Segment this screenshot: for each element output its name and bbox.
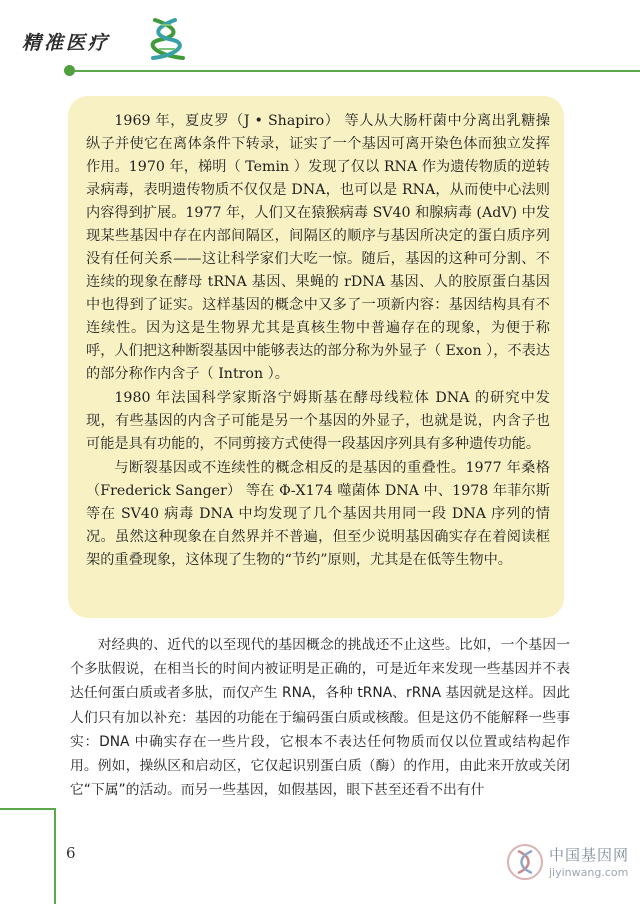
header-rule xyxy=(70,70,640,72)
highlight-box xyxy=(68,96,564,618)
page-number: 6 xyxy=(66,844,76,862)
footer-rule-horizontal xyxy=(0,808,56,810)
footer-rule-vertical xyxy=(54,808,56,904)
site-watermark xyxy=(505,840,635,890)
box-paragraph-2: 1980 年法国科学家斯洛宁姆斯基在酵母线粒体 DNA 的研究中发现，有些基因的内含子可能是另一个基因的外显子，也就是说，内含子也可能是具有功能的，不同剪接方式使得一段基因序列具有多种遗传功能。 xyxy=(86,390,550,452)
main-body-text xyxy=(70,633,570,802)
body-paragraph: 对经典的、近代的以至现代的基因概念的挑战还不止这些。比如，一个基因一个多肽假说，在相当长的时间内被证明是正确的，可是近年来发现一些基因并不表达任何蛋白质或者多肽，而仅产生 RNA，各种 tRNA、rRNA 基因就是这样。因此人们只有加以补充：基因的功能在于编码蛋白质或核酸。但是这仍不能解释一些事实：DNA 中确实存在一些片段，它根本不表达任何物质而仅以位置或结构起作用。例如，操纵区和启动区，它仅起识别蛋白质（酶）的作用，由此来开放或关闭它“下属”的活动。而另一些基因，如假基因，眼下甚至还看不出有什 xyxy=(70,637,570,799)
dna-helix-icon xyxy=(145,16,191,62)
dna-logo-icon xyxy=(505,842,545,882)
running-header-title: 精准医疗 xyxy=(22,32,111,54)
box-paragraph-1: 1969 年，夏皮罗（J • Shapiro） 等人从大肠杆菌中分离出乳糖操纵子并使它在离体条件下转录，证实了一个基因可离开染色体而独立发挥作用。1970 年，梯明（ Temin ）发现了仅以 RNA 作为遗传物质的逆转录病毒，表明遗传物质不仅仅是 DNA，也可以是 RNA，从而使中心法则内容得到扩展。1977 年，人们又在猿猴病毒 SV40 和腺病毒 (AdV) 中发现某些基因中存在内部间隔区，间隔区的顺序与基因所决定的蛋白质序列没有任何关系——这让科学家们大吃一惊。随后，基因的这种可分割、不连续的现象在酵母 tRNA 基因、果蝇的 rDNA 基因、人的胶原蛋白基因中也得到了证实。这样基因的概念中又多了一项新内容：基因结构具有不连续性。因为这是生物界尤其是真核生物中普遍存在的现象，为便于称呼，人们把这种断裂基因中能够表达的部分称为外显子（ Exon ），不表达的部分称作内含子（ Intron ）。 xyxy=(86,113,550,382)
watermark-site-url: jiyinwang.com xyxy=(549,866,629,879)
watermark-site-name: 中国基因网 xyxy=(549,846,630,864)
header-rule-dot xyxy=(64,65,75,76)
box-paragraph-3: 与断裂基因或不连续性的概念相反的是基因的重叠性。1977 年桑格（Frederick Sanger） 等在 Φ-X174 噬菌体 DNA 中、1978 年菲尔斯等在 SV40 病毒 DNA 中均发现了几个基因共用同一段 DNA 序列的情况。虽然这种现象在自然界并不普遍，但至少说明基因确实存在着阅读框架的重叠现象，这体现了生物的“节约”原则，尤其是在低等生物中。 xyxy=(86,460,550,568)
